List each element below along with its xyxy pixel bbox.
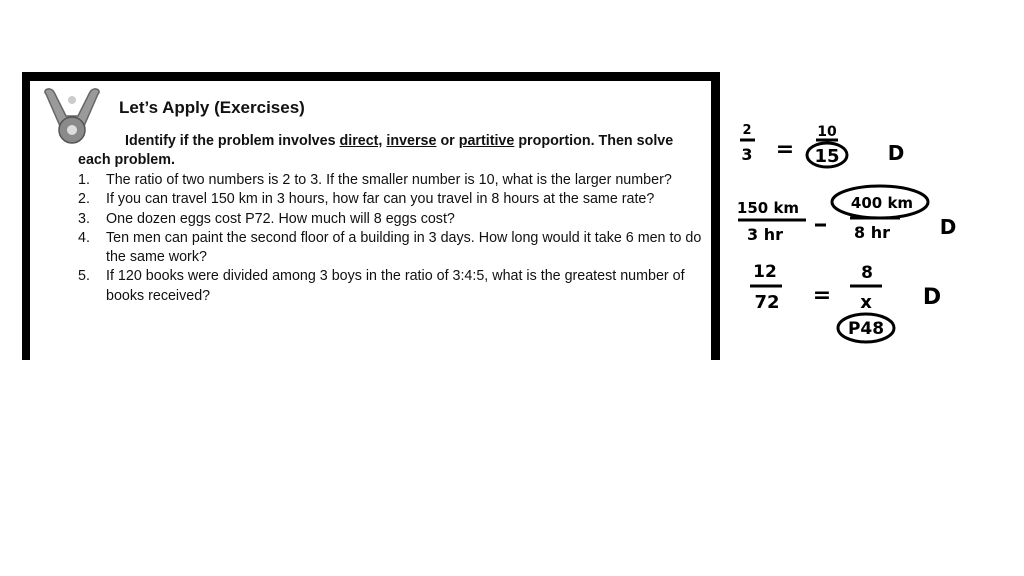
fraction-numerator: 150 km [736, 199, 800, 217]
problem-item [78, 229, 708, 268]
problem-number: 4. [78, 229, 90, 246]
equals-sign: = [775, 137, 795, 162]
separator: or [436, 133, 459, 149]
problem-text: If you can travel 150 km in 3 hours, how far can you travel in 8 hours at the same rate? [106, 191, 655, 208]
proportion-type: D [939, 215, 957, 239]
problem-text: The ratio of two numbers is 2 to 3. If the smaller number is 10, what is the larger number? [106, 172, 672, 188]
term-partitive: partitive [458, 133, 515, 149]
equation-1 [740, 123, 904, 167]
proportion-type: D [887, 141, 905, 165]
problem-text: If 120 books were divided among 3 boys in the ratio of 3:4:5, what is the greatest number of books received? [106, 268, 685, 304]
problem-item [78, 171, 708, 190]
answer-circled: P48 [847, 319, 885, 339]
term-inverse: inverse [386, 133, 437, 149]
equation-3 [750, 262, 941, 342]
fraction-numerator: 2 [742, 123, 752, 138]
problem-number: 3. [78, 210, 90, 227]
fraction-denominator: x [860, 292, 872, 313]
document-page [30, 81, 711, 360]
exercise-document [22, 72, 720, 360]
intro-text: Identify if the problem involves [125, 133, 340, 149]
term-direct: direct, [339, 133, 383, 149]
problem-number: 2. [78, 191, 90, 208]
fraction-numerator: 10 [817, 124, 837, 140]
answer-circled: 400 km [850, 194, 914, 212]
problem-item [78, 267, 708, 306]
problem-text: One dozen eggs cost P72. How much will 8 eggs cost? [106, 210, 455, 227]
section-title: Let’s Apply (Exercises) [119, 98, 305, 117]
answer-circled: 15 [814, 146, 840, 167]
fraction-denominator: 8 hr [854, 223, 890, 242]
intro-text: proportion. Then solve each problem. [78, 133, 674, 168]
problem-number: 1. [78, 172, 90, 188]
fraction-numerator: 8 [861, 263, 873, 283]
fraction-denominator: 3 hr [747, 225, 783, 244]
equation-2 [737, 186, 956, 244]
proportion-type: D [922, 285, 942, 310]
problem-number: 5. [78, 268, 90, 285]
equals-sign: = [812, 283, 832, 308]
handwritten-solutions [730, 110, 990, 360]
fraction-denominator: 3 [741, 145, 753, 164]
problem-text: Ten men can paint the second floor of a building in 3 days. How long would it take 6 men to do the same work? [106, 229, 702, 266]
problem-item [78, 190, 708, 209]
problem-item [78, 210, 708, 229]
fraction-numerator: 12 [753, 262, 777, 282]
problem-list [78, 171, 708, 306]
fraction-denominator: 72 [754, 292, 780, 313]
instructions [78, 132, 702, 170]
